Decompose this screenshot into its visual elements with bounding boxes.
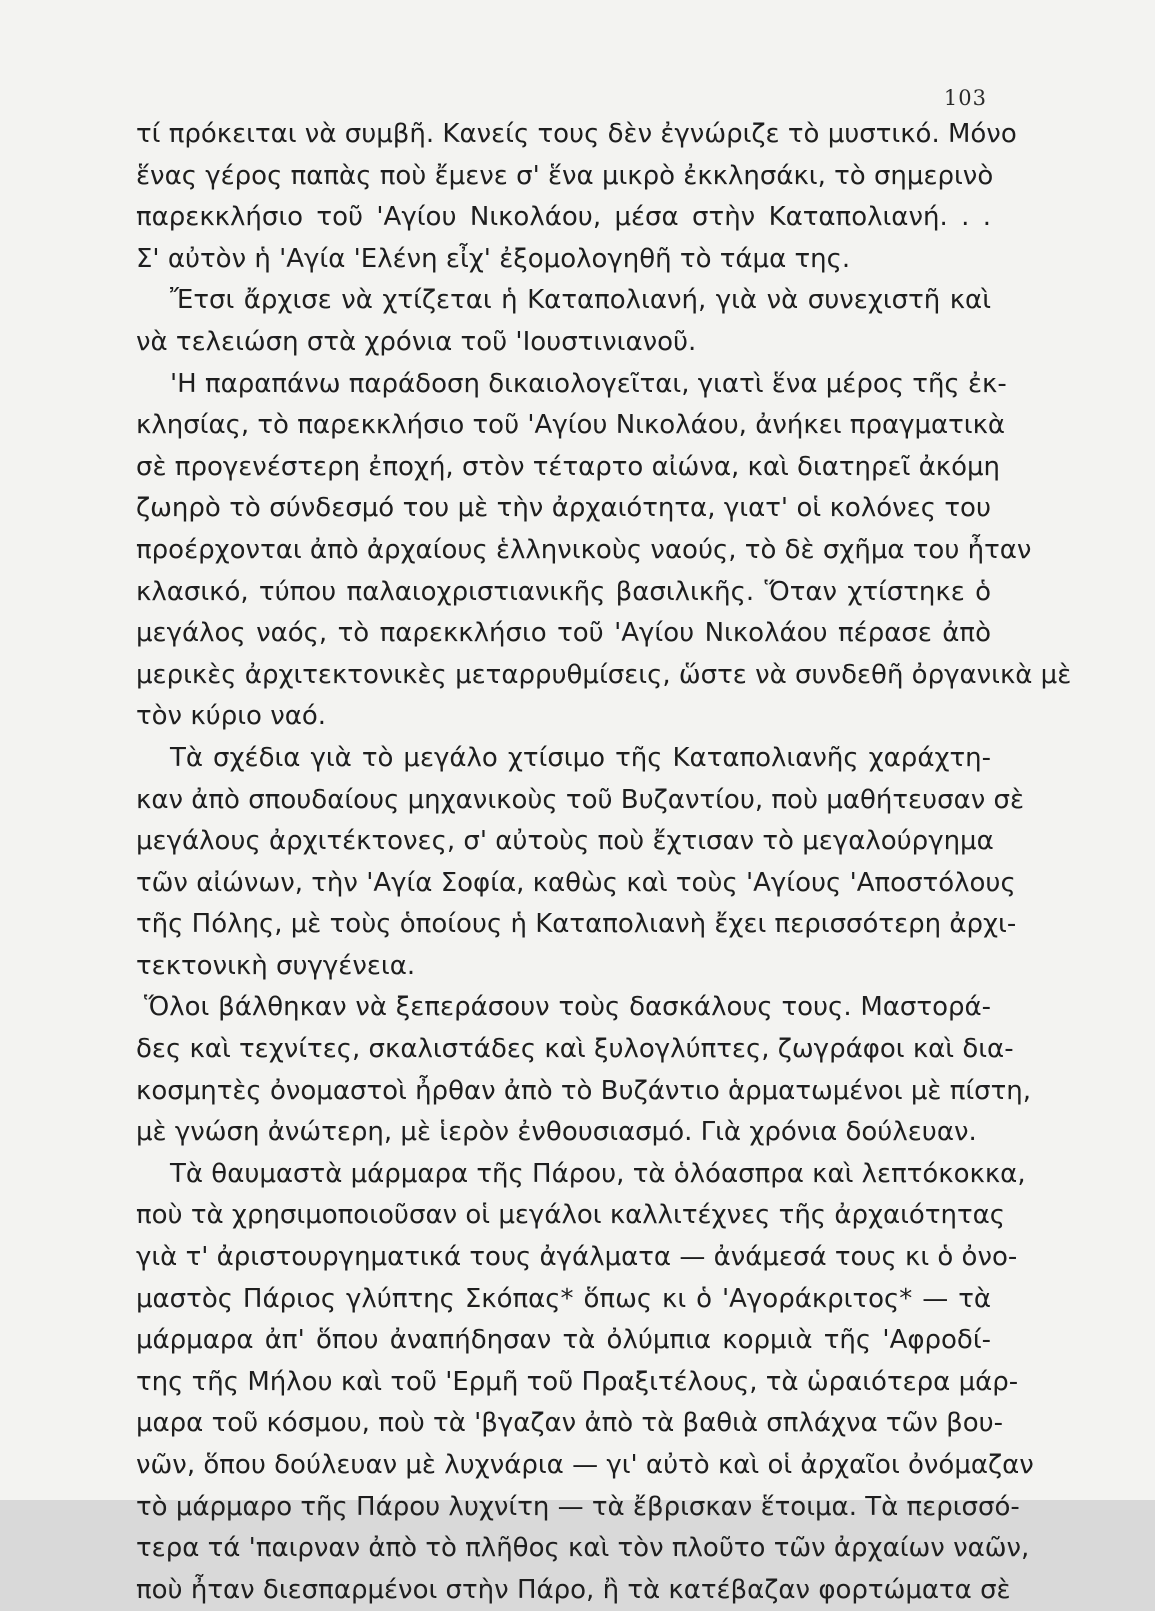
text-line: μαστὸς Πάριος γλύπτης Σκόπας* ὅπως κι ὁ 'Αγοράκριτος* — τὰ <box>136 1283 991 1314</box>
text-line: τί πρόκειται νὰ συμβῆ. Κανείς τους δὲν ἐγνώριζε τὸ μυστικό. Μόνο <box>136 119 1017 149</box>
text-line: καν ἀπὸ σπουδαίους μηχανικοὺς τοῦ Βυζαντίου, ποὺ μαθήτευσαν σὲ <box>136 784 1025 815</box>
text-line: μαρα τοῦ κόσμου, ποὺ τὰ 'βγαζαν ἀπὸ τὰ βαθιὰ σπλάχνα τῶν βου- <box>136 1408 1004 1439</box>
text-line: μεγάλος ναός, τὸ παρεκκλήσιο τοῦ 'Αγίου Νικολάου πέρασε ἀπὸ <box>136 618 991 649</box>
text-line: τὸν κύριο ναό. <box>136 701 327 732</box>
text-line: σὲ προγενέστερη ἐποχή, στὸν τέταρτο αἰώνα, καὶ διατηρεῖ ἀκόμη <box>136 451 1001 482</box>
text-line: Ἔτσι ἄρχισε νὰ χτίζεται ἡ Καταπολιανή, γιὰ νὰ συνεχιστῆ καὶ <box>170 285 991 316</box>
text-line: νὰ τελειώση στὰ χρόνια τοῦ 'Ιουστινιανοῦ. <box>136 326 697 357</box>
text-line: τεκτονικὴ συγγένεια. <box>136 950 416 981</box>
text-line: ἕνας γέρος παπὰς ποὺ ἔμενε σ' ἕνα μικρὸ ἐκκλησάκι, τὸ σημερινὸ <box>136 160 994 191</box>
text-line: τὸ μάρμαρο τῆς Πάρου λυχνίτη — τὰ ἔβρισκαν ἕτοιμα. Τὰ περισσό- <box>136 1491 1020 1522</box>
text-line: νῶν, ὅπου δούλευαν μὲ λυχνάρια — γι' αὐτὸ καὶ οἱ ἀρχαῖοι ὀνόμαζαν <box>136 1450 1034 1480</box>
text-line: ποὺ ἦταν διεσπαρμένοι στὴν Πάρο, ἢ τὰ κατέβαζαν φορτώματα σὲ <box>136 1574 1011 1605</box>
text-line: δες καὶ τεχνίτες, σκαλιστάδες καὶ ξυλογλύπτες, ζωγράφοι καὶ δια- <box>136 1034 1014 1065</box>
text-line: μερικὲς ἀρχιτεκτονικὲς μεταρρυθμίσεις, ὥστε νὰ συνδεθῆ ὀργανικὰ μὲ <box>136 659 1072 690</box>
text-line: κοσμητὲς ὀνομαστοὶ ἦρθαν ἀπὸ τὸ Βυζάντιο ἁρματωμένοι μὲ πίστη, <box>136 1075 1032 1106</box>
text-line: 'Η παραπάνω παράδοση δικαιολογεῖται, γιατὶ ἕνα μέρος τῆς ἐκ- <box>170 368 1007 399</box>
text-line: Ὅλοι βάλθηκαν νὰ ξεπεράσουν τοὺς δασκάλους τους. Μαστορά- <box>144 992 991 1023</box>
text-line: Τὰ θαυμαστὰ μάρμαρα τῆς Πάρου, τὰ ὁλόασπρα καὶ λεπτόκοκκα, <box>170 1158 1026 1189</box>
text-line: μεγάλους ἀρχιτέκτονες, σ' αὐτοὺς ποὺ ἔχτισαν τὸ μεγαλούργημα <box>136 826 994 857</box>
text-line: προέρχονται ἀπὸ ἀρχαίους ἑλληνικοὺς ναούς, τὸ δὲ σχῆμα του ἦταν <box>136 534 1032 565</box>
text-line: τῆς Πόλης, μὲ τοὺς ὁποίους ἡ Καταπολιανὴ ἔχει περισσότερη ἀρχι- <box>136 909 1017 940</box>
text-line: κλησίας, τὸ παρεκκλήσιο τοῦ 'Αγίου Νικολάου, ἀνήκει πραγματικὰ <box>136 410 1006 441</box>
page-number: 103 <box>943 86 987 110</box>
text-line: τερα τά 'παιρναν ἀπὸ τὸ πλῆθος καὶ τὸν πλοῦτο τῶν ἀρχαίων ναῶν, <box>136 1533 1030 1564</box>
text-line: Σ' αὐτὸν ἡ 'Αγία 'Ελένη εἶχ' ἐξομολογηθῆ τὸ τάμα της. <box>136 243 851 274</box>
text-line: παρεκκλήσιο τοῦ 'Αγίου Νικολάου, μέσα στὴν Καταπολιανή. . . <box>136 202 991 233</box>
text-line: μάρμαρα ἀπ' ὅπου ἀναπήδησαν τὰ ὀλύμπια κορμιὰ τῆς 'Αφροδί- <box>136 1325 991 1356</box>
text-line: Τὰ σχέδια γιὰ τὸ μεγάλο χτίσιμο τῆς Καταπολιανῆς χαράχτη- <box>170 742 991 773</box>
text-line: ποὺ τὰ χρησιμοποιοῦσαν οἱ μεγάλοι καλλιτέχνες τῆς ἀρχαιότητας <box>136 1200 1006 1231</box>
text-line: μὲ γνώση ἀνώτερη, μὲ ἱερὸν ἐνθουσιασμό. Γιὰ χρόνια δούλευαν. <box>136 1117 977 1148</box>
text-line: γιὰ τ' ἀριστουργηματικά τους ἀγάλματα — ἀνάμεσά τους κι ὁ ὀνο- <box>136 1242 1018 1273</box>
text-line: ζωηρὸ τὸ σύνδεσμό του μὲ τὴν ἀρχαιότητα, γιατ' οἱ κολόνες του <box>136 493 991 524</box>
text-line: τῶν αἰώνων, τὴν 'Αγία Σοφία, καθὼς καὶ τοὺς 'Αγίους 'Αποστόλους <box>136 867 1016 898</box>
text-line: της τῆς Μήλου καὶ τοῦ 'Ερμῆ τοῦ Πραξιτέλους, τὰ ὡραιότερα μάρ- <box>136 1366 1019 1397</box>
text-line: κλασικό, τύπου παλαιοχριστιανικῆς βασιλικῆς. Ὅταν χτίστηκε ὁ <box>136 576 991 607</box>
body-text <box>136 114 1072 1611</box>
